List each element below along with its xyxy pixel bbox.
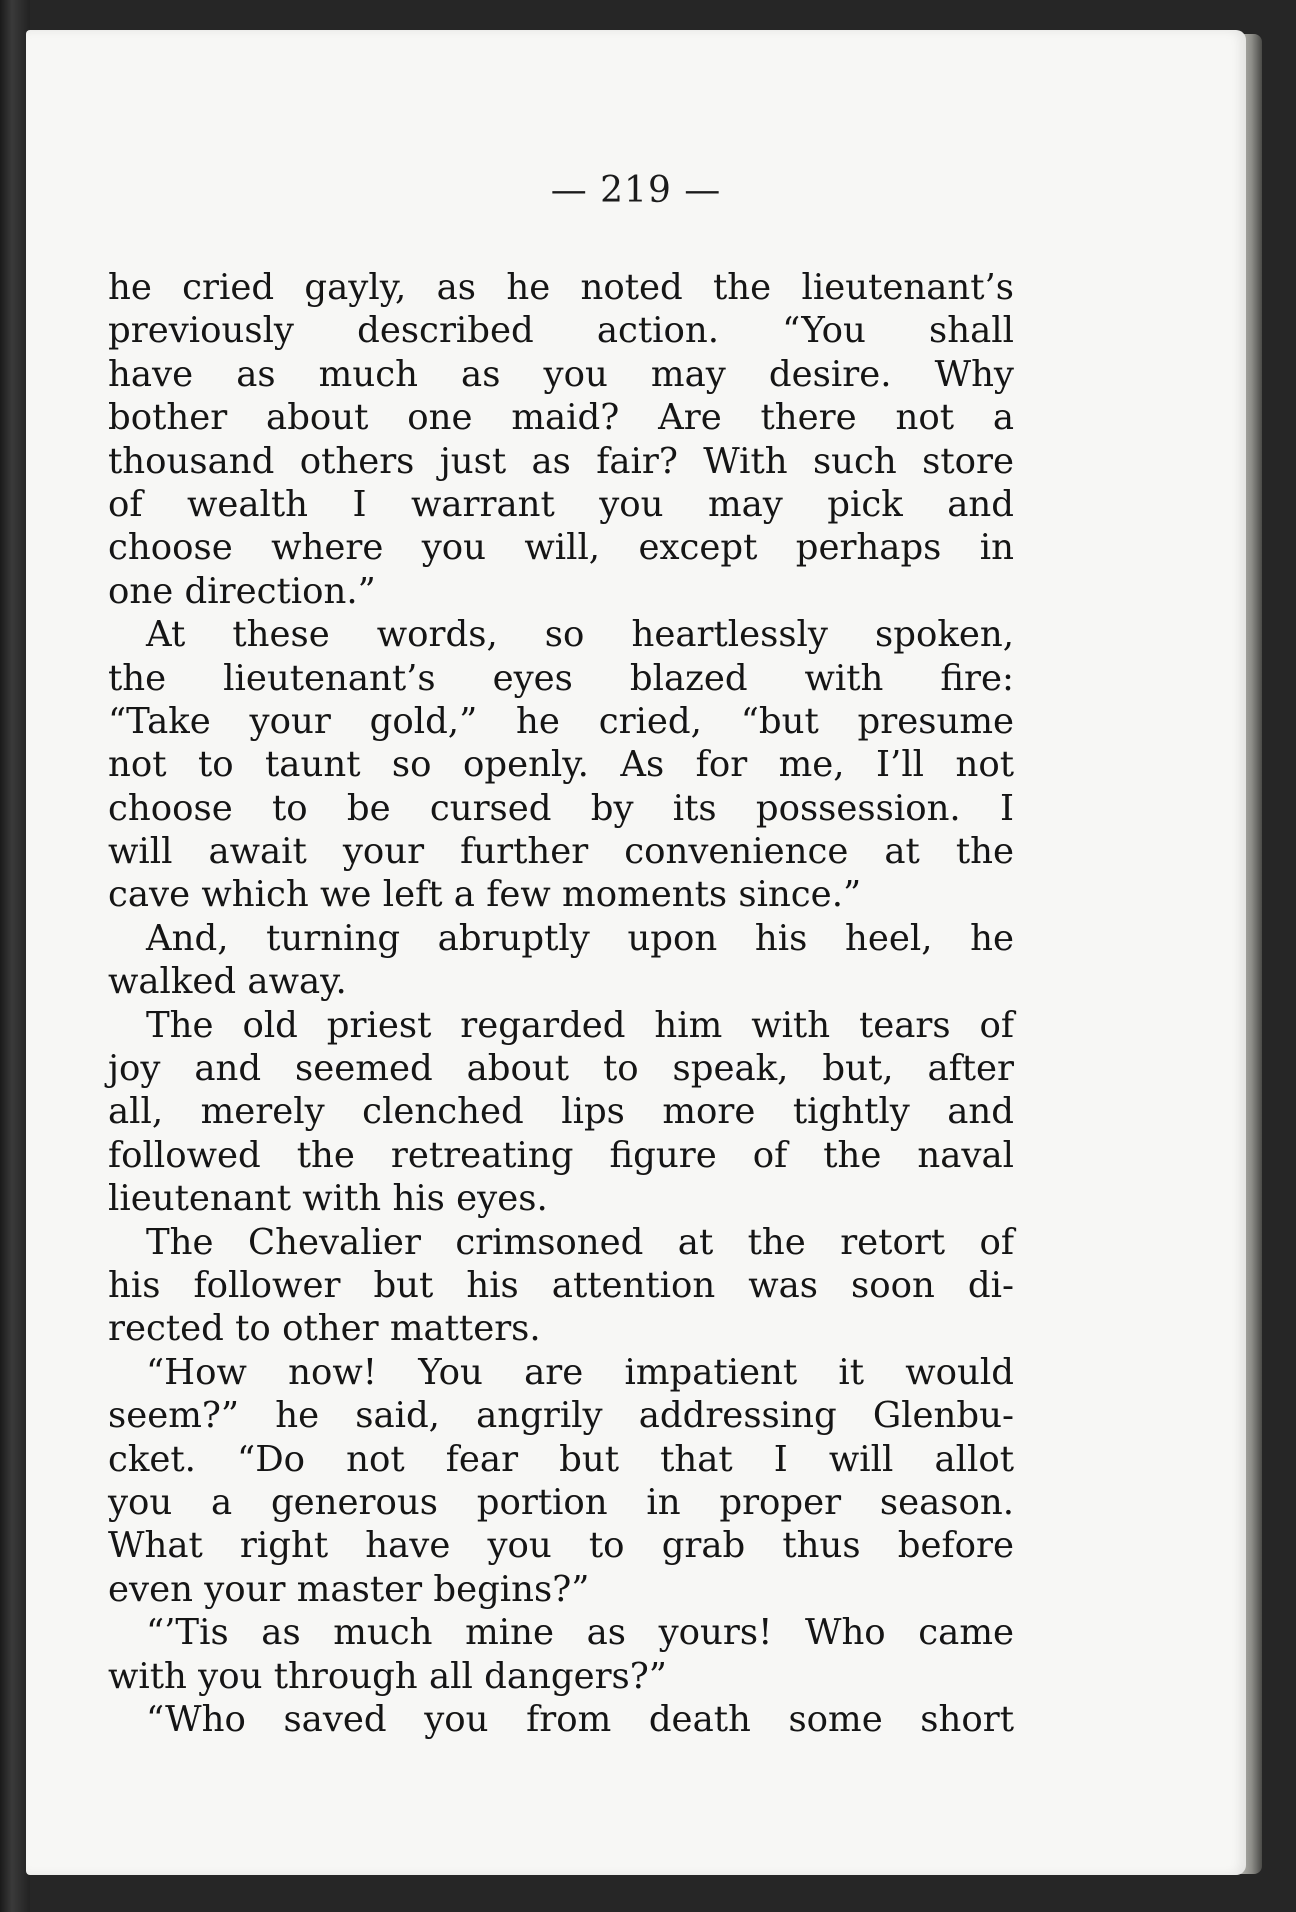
- text-line: And, turning abruptly upon his heel, he: [146, 917, 1014, 959]
- text-line: What right have you to grab thus before: [108, 1525, 1014, 1567]
- text-line: “How now! You are impatient it would: [146, 1351, 1014, 1393]
- text-line: “’Tis as much mine as yours! Who came: [146, 1612, 1014, 1654]
- text-line: previously described action. “You shall: [108, 310, 1014, 352]
- text-line: not to taunt so openly. As for me, I’ll not: [108, 744, 1014, 786]
- text-line: all, merely clenched lips more tightly and: [108, 1091, 1014, 1133]
- text-line: “Who saved you from death some short: [146, 1698, 1014, 1740]
- text-line: cave which we left a few moments since.”: [108, 874, 862, 916]
- text-line: rected to other matters.: [108, 1308, 541, 1350]
- text-line: his follower but his attention was soon di-: [108, 1264, 1014, 1306]
- text-line: thousand others just as fair? With such store: [108, 440, 1014, 482]
- text-line: walked away.: [108, 961, 347, 1003]
- text-line: you a generous portion in proper season.: [108, 1481, 1014, 1523]
- text-line: followed the retreating figure of the naval: [108, 1134, 1014, 1176]
- text-line: one direction.”: [108, 570, 376, 612]
- text-line: will await your further convenience at the: [108, 831, 1014, 873]
- text-line: he cried gayly, as he noted the lieutenant’s: [108, 267, 1014, 308]
- text-line: cket. “Do not fear but that I will allot: [108, 1438, 1014, 1480]
- text-line: have as much as you may desire. Why: [108, 353, 1014, 395]
- text-line: lieutenant with his eyes.: [108, 1178, 548, 1220]
- text-line: the lieutenant’s eyes blazed with fire:: [108, 657, 1014, 699]
- text-line: joy and seemed about to speak, but, after: [108, 1048, 1014, 1090]
- text-line: with you through all dangers?”: [108, 1655, 667, 1697]
- body-text: [108, 266, 1014, 1741]
- text-line: choose to be cursed by its possession. I: [108, 787, 1014, 829]
- text-line: “Take your gold,” he cried, “but presume: [108, 700, 1014, 742]
- text-line: bother about one maid? Are there not a: [108, 397, 1014, 439]
- page-number: — 219 —: [550, 170, 722, 211]
- text-line: seem?” he said, angrily addressing Glenbu-: [108, 1395, 1014, 1437]
- text-line: The old priest regarded him with tears of: [146, 1004, 1014, 1046]
- text-line: choose where you will, except perhaps in: [108, 527, 1014, 569]
- text-line: At these words, so heartlessly spoken,: [146, 614, 1014, 656]
- text-line: even your master begins?”: [108, 1568, 590, 1610]
- text-line: The Chevalier crimsoned at the retort of: [146, 1221, 1014, 1263]
- text-line: of wealth I warrant you may pick and: [108, 483, 1014, 525]
